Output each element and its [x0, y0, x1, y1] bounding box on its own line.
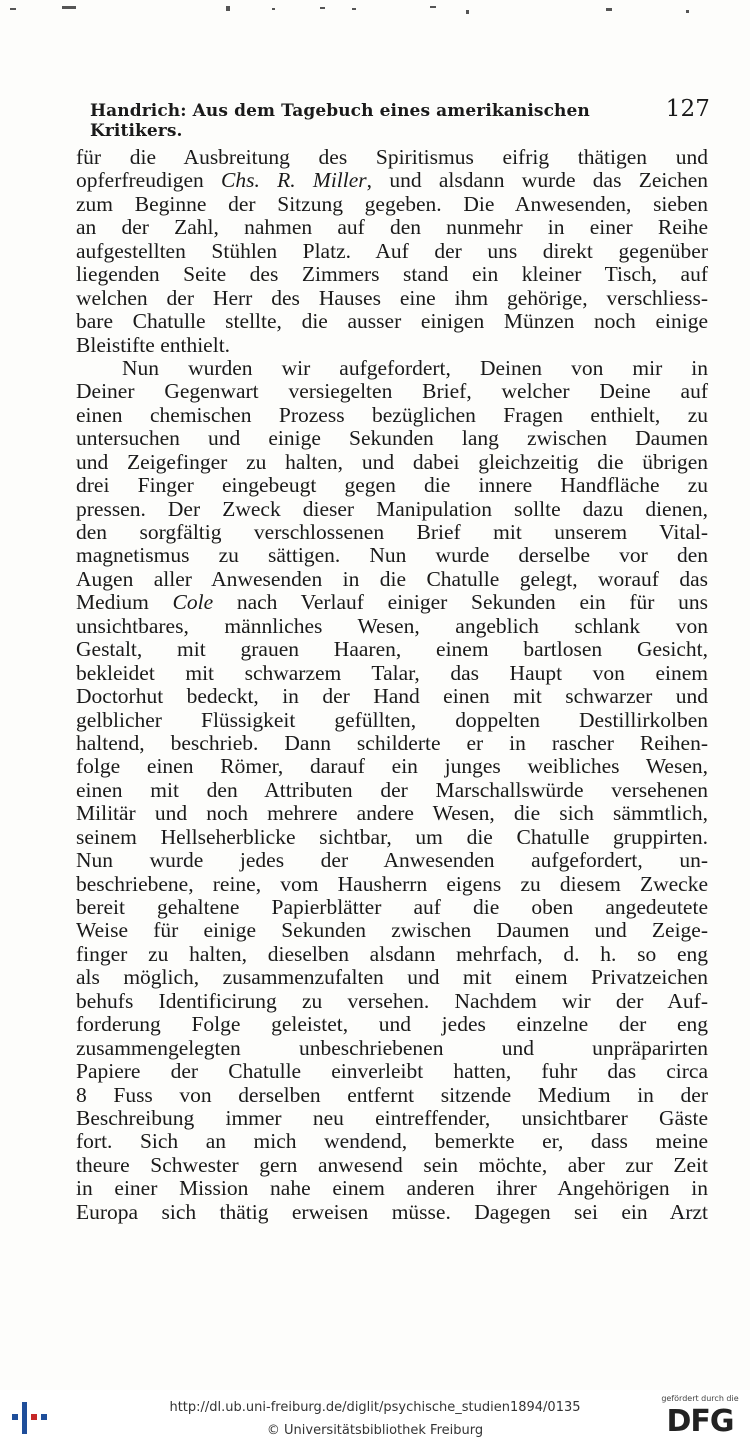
- page-number: 127: [665, 96, 710, 122]
- text-line: behufs Identificirung zu versehen. Nachdem wir der Auf-: [76, 988, 708, 1013]
- dfg-logo: [658, 1394, 742, 1440]
- text-line: und Zeigefinger zu halten, und dabei gleichzeitig die übrigen: [76, 449, 708, 474]
- text-line: Deiner Gegenwart versiegelten Brief, welcher Deine auf: [76, 379, 708, 404]
- text-line: opferfreudigen Chs. R. Miller, und alsdann wurde das Zeichen: [76, 168, 708, 193]
- text-line: Nun wurden wir aufgefordert, Deinen von mir in: [122, 355, 708, 380]
- text-line: 8 Fuss von derselben entfernt sitzende Medium in der: [76, 1082, 708, 1107]
- text-line: als möglich, zusammenzufalten und mit einem Privatzeichen: [76, 965, 708, 990]
- library-credit: © Universitätsbibliothek Freiburg: [266, 1423, 484, 1438]
- dfg-funded-label: gefördert durch die: [661, 1394, 739, 1403]
- text-line: gelblicher Flüssigkeit gefüllten, doppelten Destillirkolben: [76, 707, 708, 732]
- text-line: theure Schwester gern anwesend sein möchte, aber zur Zeit: [76, 1152, 708, 1177]
- text-line: für die Ausbreitung des Spiritismus eifrig thätigen und: [76, 145, 708, 169]
- italic-name: Cole: [172, 590, 214, 615]
- footer-bar: [0, 1390, 750, 1444]
- text-line: untersuchen und einige Sekunden lang zwischen Daumen: [76, 426, 708, 451]
- text-line: zum Beginne der Sitzung gegeben. Die Anwesenden, sieben: [76, 191, 708, 216]
- running-head: [90, 96, 710, 141]
- text-line: Militär und noch mehrere andere Wesen, die sich sämmtlich,: [76, 801, 708, 826]
- text-line: Papiere der Chatulle einverleibt hatten, fuhr das circa: [76, 1059, 708, 1084]
- text-line: an der Zahl, nahmen auf den nunmehr in einer Reihe: [76, 215, 708, 240]
- text-line: bare Chatulle stellte, die ausser einigen Münzen noch einige: [76, 309, 708, 334]
- text-line: seinem Hellseherblicke sichtbar, um die Chatulle gruppirten.: [76, 824, 708, 849]
- source-url[interactable]: http://dl.ub.uni-freiburg.de/diglit/psychische_studien1894/0135: [169, 1400, 581, 1415]
- text-line: Bleistifte enthielt.: [76, 332, 231, 357]
- dfg-wordmark: DFG: [666, 1404, 734, 1439]
- text-line: bereit gehaltene Papierblätter auf die oben angedeutete: [76, 895, 708, 919]
- text-line: finger zu halten, dieselben alsdann mehrfach, d. h. so eng: [76, 941, 708, 966]
- text-line: Augen aller Anwesenden in die Chatulle gelegt, worauf das: [76, 566, 708, 591]
- text-line: einen chemischen Prozess bezüglichen Fragen enthielt, zu: [76, 402, 708, 427]
- text-line: in einer Mission nahe einem anderen ihrer Angehörigen in: [76, 1176, 708, 1201]
- text-line: Beschreibung immer neu eintreffender, unsichtbarer Gäste: [76, 1105, 708, 1130]
- text-line: beschriebene, reine, vom Hausherrn eigens zu diesem Zwecke: [76, 871, 708, 896]
- italic-name: Chs. R. Miller: [221, 168, 367, 193]
- text-line: Gestalt, mit grauen Haaren, einem bartlosen Gesicht,: [76, 637, 708, 662]
- text-line: folge einen Römer, darauf ein junges weibliches Wesen,: [76, 754, 708, 779]
- text-line: unsichtbares, männliches Wesen, angeblich schlank von: [76, 613, 708, 638]
- text-line: Doctorhut bedeckt, in der Hand einen mit schwarzer und: [76, 684, 708, 709]
- text-line: Nun wurde jedes der Anwesenden aufgefordert, un-: [76, 848, 708, 873]
- text-line: drei Finger eingebeugt gegen die innere Handfläche zu: [76, 473, 708, 498]
- text-line: Europa sich thätig erweisen müsse. Dagegen sei ein Arzt: [76, 1199, 708, 1224]
- text-line: bekleidet mit schwarzem Talar, das Haupt von einem: [76, 660, 708, 685]
- text-line: den sorgfältig verschlossenen Brief mit unserem Vital-: [76, 520, 708, 544]
- text-line: haltend, beschrieb. Dann schilderte er in rascher Reihen-: [76, 730, 708, 755]
- scan-edge-marks: [0, 4, 750, 18]
- text-line: pressen. Der Zweck dieser Manipulation sollte dazu dienen,: [76, 496, 708, 521]
- text-line: fort. Sich an mich wendend, bemerkte er, dass meine: [76, 1129, 708, 1154]
- text-line: magnetismus zu sättigen. Nun wurde derselbe vor den: [76, 543, 708, 568]
- running-head-title: Handrich: Aus dem Tagebuch eines amerikanischen Kritikers.: [90, 101, 590, 141]
- text-line: welchen der Herr des Hauses eine ihm gehörige, verschliess-: [76, 285, 708, 310]
- text-line: liegenden Seite des Zimmers stand ein kleiner Tisch, auf: [76, 262, 708, 287]
- text-line: Medium Cole nach Verlauf einiger Sekunden ein für uns: [76, 590, 708, 615]
- text-line: einen mit den Attributen der Marschallswürde versehenen: [76, 777, 708, 802]
- text-line: zusammengelegten unbeschriebenen und unpräparirten: [76, 1035, 708, 1060]
- text-line: Weise für einige Sekunden zwischen Daumen und Zeige-: [76, 918, 708, 943]
- text-line: forderung Folge geleistet, und jedes einzelne der eng: [76, 1012, 708, 1037]
- body-text: [76, 146, 708, 1224]
- text-line: aufgestellten Stühlen Platz. Auf der uns direkt gegenüber: [76, 238, 708, 263]
